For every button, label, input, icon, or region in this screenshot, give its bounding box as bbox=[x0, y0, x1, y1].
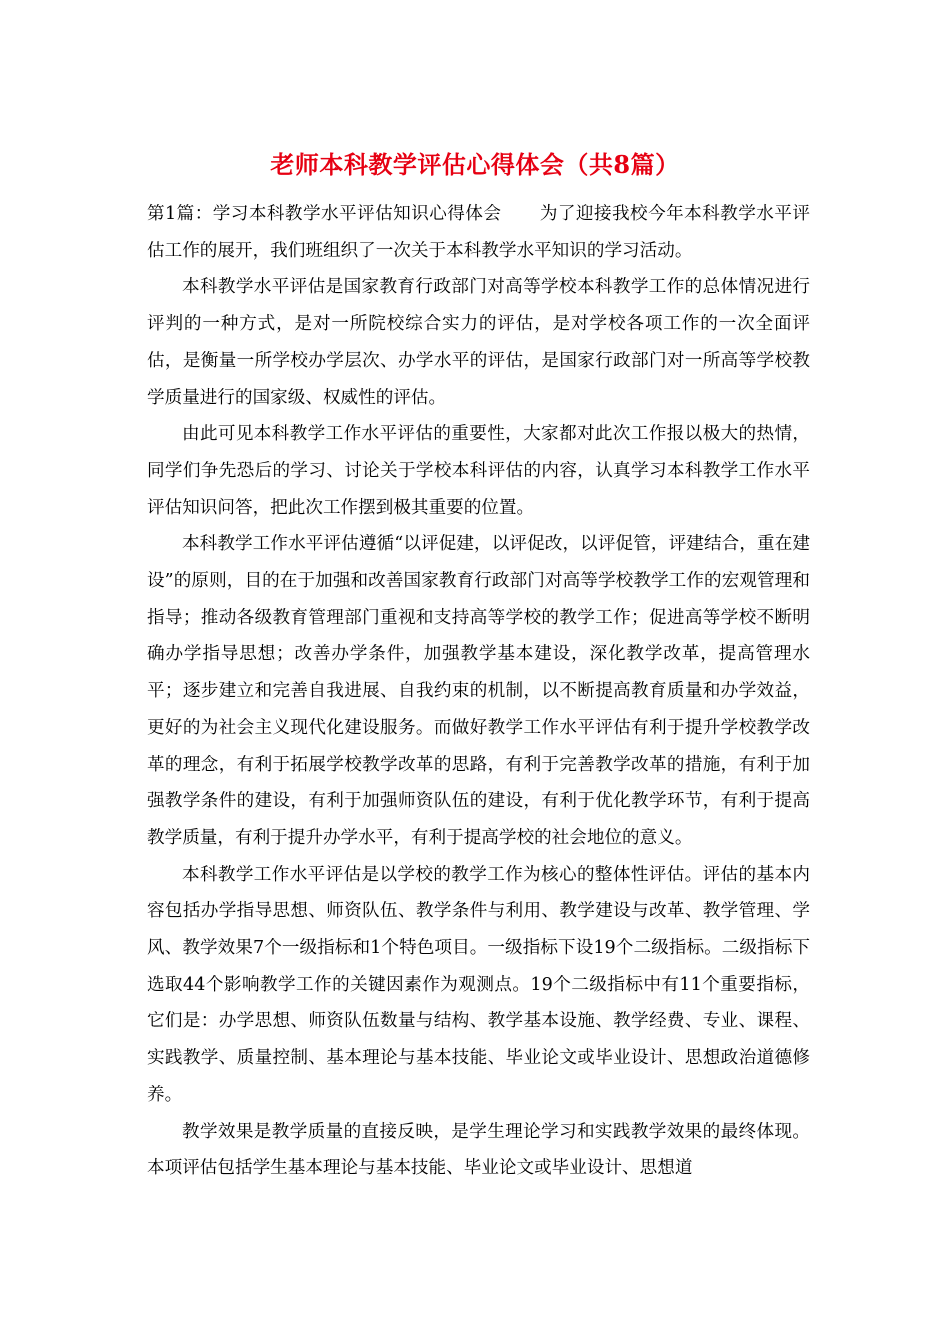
paragraph: 本科教学水平评估是国家教育行政部门对高等学校本科教学工作的总体情况进行评判的一种方式，是对一所院校综合实力的评估，是对学校各项工作的一次全面评估，是衡量一所学校办学层次、办学水平的评估，是国家行政部门对一所高等学校教学质量进行的国家级、权威性的评估。 bbox=[147, 277, 810, 408]
chapter-heading: 第1篇：学习本科教学水平评估知识心得体会 bbox=[147, 204, 502, 224]
paragraph: 教学效果是教学质量的直接反映，是学生理论学习和实践教学效果的最终体现。本项评估包括学生基本理论与基本技能、毕业论文或毕业设计、思想道 bbox=[147, 1121, 810, 1179]
paragraph: 本科教学工作水平评估遵循“以评促建，以评促改，以评促管，评建结合，重在建设”的原则，目的在于加强和改善国家教育行政部门对高等学校教学工作的宏观管理和指导；推动各级教育管理部门重视和支持高等学校的教学工作；促进高等学校不断明确办学指导思想；改善办学条件，加强教学基本建设，深化教学改革，提高管理水平；逐步建立和完善自我进展、自我约束的机制，以不断提高教育质量和办学效益，更好的为社会主义现代化建设服务。而做好教学工作水平评估有利于提升学校教学改革的理念，有利于拓展学校教学改革的思路，有利于完善教学改革的措施，有利于加强教学条件的建设，有利于加强师资队伍的建设，有利于优化教学环节，有利于提高教学质量，有利于提升办学水平，有利于提高学校的社会地位的意义。 bbox=[147, 534, 810, 848]
first-paragraph bbox=[147, 196, 810, 269]
document-title: 老师本科教学评估心得体会（共8篇） bbox=[270, 150, 680, 179]
paragraph: 本科教学工作水平评估是以学校的教学工作为核心的整体性评估。评估的基本内容包括办学指导思想、师资队伍、教学条件与利用、教学建设与改革、教学管理、学风、教学效果7个一级指标和1个特色项目。一级指标下设19个二级指标。二级指标下选取44个影响教学工作的关键因素作为观测点。19个二级指标中有11个重要指标，它们是：办学思想、师资队伍数量与结构、教学基本设施、教学经费、专业、课程、实践教学、质量控制、基本理论与基本技能、毕业论文或毕业设计、思想政治道德修养。 bbox=[147, 864, 810, 1105]
document-body bbox=[147, 196, 810, 1187]
chapter-intro-text: 为了迎接我校今年本科教学水平评估工作的展开，我们班组织了一次关于本科教学水平知识的学习活动。 bbox=[147, 204, 810, 261]
paragraph: 由此可见本科教学工作水平评估的重要性，大家都对此次工作报以极大的热情，同学们争先恐后的学习、讨论关于学校本科评估的内容，认真学习本科教学工作水平评估知识问答，把此次工作摆到极其重要的位置。 bbox=[147, 424, 810, 518]
